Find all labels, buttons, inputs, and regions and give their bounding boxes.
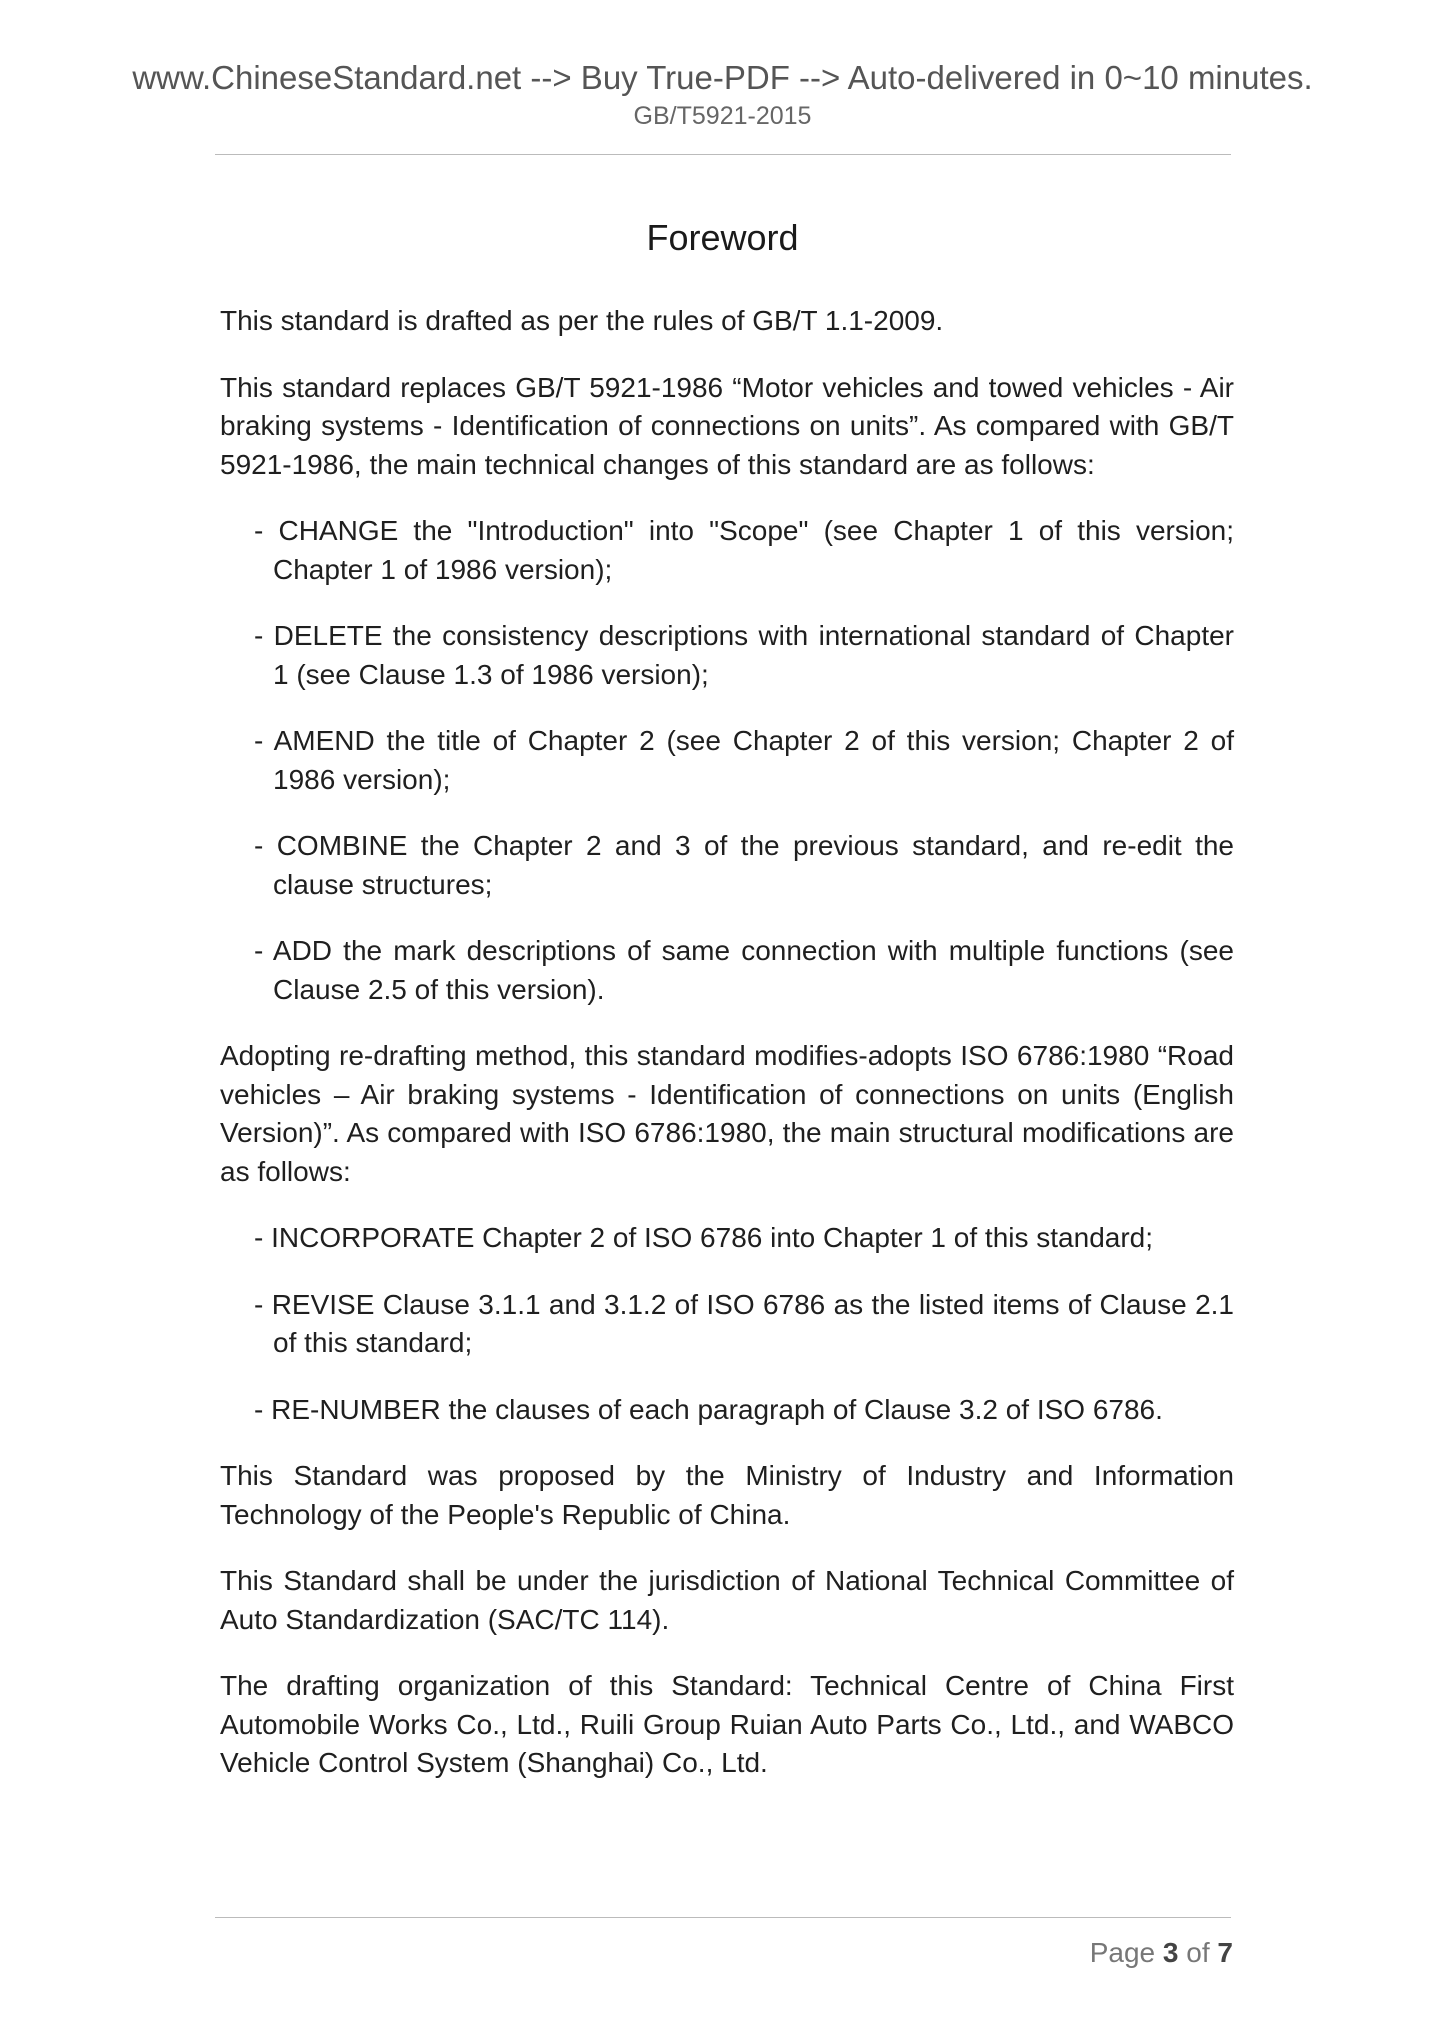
foreword-body bbox=[220, 302, 1234, 1811]
list-item: - AMEND the title of Chapter 2 (see Chapter 2 of this version; Chapter 2 of 1986 version); bbox=[254, 725, 1234, 795]
paragraph-replacement: This standard replaces GB/T 5921-1986 “Motor vehicles and towed vehicles - Air braking systems - Identification of connections on units”. As compared with GB/T 5921-1986, the main technical changes of this standard are as follows: bbox=[220, 371, 1234, 480]
paragraph-adoption: Adopting re-drafting method, this standard modifies-adopts ISO 6786:1980 “Road vehicles – Air braking systems - Identification of connections on units (English Version)”. As compared with ISO 6786:1980, the main structural modifications are as follows: bbox=[220, 1040, 1234, 1187]
of-word: of bbox=[1186, 1937, 1210, 1968]
page-word: Page bbox=[1089, 1937, 1156, 1968]
paragraph-drafting-rules: This standard is drafted as per the rules of GB/T 1.1-2009. bbox=[220, 305, 944, 336]
paragraph-proposer: This Standard was proposed by the Ministry of Industry and Information Technology of the People's Republic of China. bbox=[220, 1460, 1234, 1530]
paragraph-drafting-organization: The drafting organization of this Standard: Technical Centre of China First Automobile Works Co., Ltd., Ruili Group Ruian Auto Parts Co., Ltd., and WABCO Vehicle Control System (Shanghai) Co., Ltd. bbox=[220, 1670, 1234, 1778]
total-page-count: 7 bbox=[1217, 1937, 1233, 1968]
footer-divider bbox=[215, 1917, 1231, 1918]
page-header bbox=[0, 58, 1445, 132]
list-item: - CHANGE the "Introduction" into "Scope" (see Chapter 1 of this version; Chapter 1 of 1986 version); bbox=[254, 515, 1234, 585]
paragraph-jurisdiction: This Standard shall be under the jurisdiction of National Technical Committee of Auto Standardization (SAC/TC 114). bbox=[220, 1565, 1234, 1635]
list-item: - RE-NUMBER the clauses of each paragraph of Clause 3.2 of ISO 6786. bbox=[254, 1393, 1163, 1425]
list-item: - ADD the mark descriptions of same connection with multiple functions (see Clause 2.5 of this version). bbox=[254, 935, 1234, 1005]
promo-banner-link[interactable]: www.ChineseStandard.net --> Buy True-PDF --> Auto-delivered in 0~10 minutes. bbox=[132, 59, 1313, 96]
page-number bbox=[1090, 1935, 1233, 1971]
list-item: - REVISE Clause 3.1.1 and 3.1.2 of ISO 6786 as the listed items of Clause 2.1 of this standard; bbox=[254, 1288, 1234, 1358]
current-page-number: 3 bbox=[1162, 1937, 1179, 1968]
structural-modifications-list bbox=[220, 1219, 1234, 1429]
standard-code: GB/T5921-2015 bbox=[633, 102, 812, 130]
list-item: - DELETE the consistency descriptions with international standard of Chapter 1 (see Clause 1.3 of 1986 version); bbox=[254, 620, 1234, 690]
header-divider bbox=[215, 154, 1231, 155]
list-item: - INCORPORATE Chapter 2 of ISO 6786 into Chapter 1 of this standard; bbox=[254, 1222, 1154, 1253]
list-item: - COMBINE the Chapter 2 and 3 of the previous standard, and re-edit the clause structures; bbox=[254, 830, 1234, 900]
technical-changes-list bbox=[220, 512, 1234, 1009]
page-title: Foreword bbox=[646, 217, 799, 258]
